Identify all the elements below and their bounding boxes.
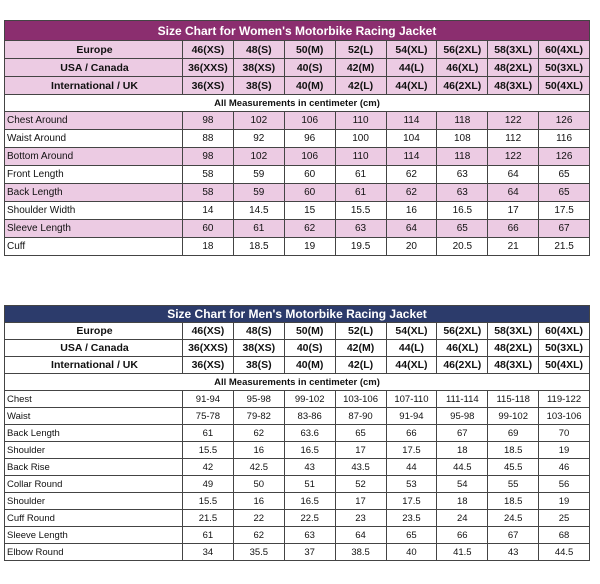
measurement-cell: 21.5 bbox=[183, 510, 234, 527]
measurement-cell: 19 bbox=[284, 238, 335, 256]
size-row bbox=[5, 77, 590, 95]
measurement-row bbox=[5, 184, 590, 202]
size-cell: 46(XL) bbox=[437, 340, 488, 357]
measurement-cell: 63 bbox=[284, 527, 335, 544]
measurement-cell: 91-94 bbox=[386, 408, 437, 425]
measurement-cell: 87-90 bbox=[335, 408, 386, 425]
measurement-cell: 60 bbox=[284, 166, 335, 184]
measurement-cell: 15.5 bbox=[335, 202, 386, 220]
measurement-cell: 17.5 bbox=[386, 442, 437, 459]
measurement-cell: 88 bbox=[183, 130, 234, 148]
measurement-label: Chest bbox=[5, 391, 183, 408]
measurement-cell: 17.5 bbox=[386, 493, 437, 510]
size-cell: 48(3XL) bbox=[488, 357, 539, 374]
size-cell: 44(L) bbox=[386, 340, 437, 357]
measurement-cell: 61 bbox=[335, 184, 386, 202]
measurement-cell: 65 bbox=[335, 425, 386, 442]
units-note-row bbox=[5, 95, 590, 112]
size-cell: 40(S) bbox=[284, 59, 335, 77]
size-cell: 52(L) bbox=[335, 323, 386, 340]
measurement-row bbox=[5, 148, 590, 166]
measurement-cell: 43.5 bbox=[335, 459, 386, 476]
size-system-label: International / UK bbox=[5, 357, 183, 374]
measurement-label: Chest Around bbox=[5, 112, 183, 130]
measurement-cell: 16.5 bbox=[284, 493, 335, 510]
measurement-label: Waist bbox=[5, 408, 183, 425]
size-cell: 60(4XL) bbox=[539, 323, 590, 340]
measurement-cell: 21.5 bbox=[539, 238, 590, 256]
size-cell: 48(2XL) bbox=[488, 340, 539, 357]
measurement-label: Cuff Round bbox=[5, 510, 183, 527]
measurement-cell: 122 bbox=[488, 148, 539, 166]
measurement-cell: 102 bbox=[233, 112, 284, 130]
measurement-cell: 70 bbox=[539, 425, 590, 442]
measurement-cell: 15 bbox=[284, 202, 335, 220]
measurement-cell: 37 bbox=[284, 544, 335, 561]
measurement-cell: 15.5 bbox=[183, 493, 234, 510]
measurement-cell: 99-102 bbox=[284, 391, 335, 408]
size-cell: 48(2XL) bbox=[488, 59, 539, 77]
size-cell: 58(3XL) bbox=[488, 323, 539, 340]
size-cell: 50(M) bbox=[284, 323, 335, 340]
measurement-row bbox=[5, 476, 590, 493]
size-cell: 42(L) bbox=[335, 357, 386, 374]
measurement-cell: 24 bbox=[437, 510, 488, 527]
measurement-cell: 102 bbox=[233, 148, 284, 166]
units-note: All Measurements in centimeter (cm) bbox=[5, 95, 590, 112]
measurement-cell: 42.5 bbox=[233, 459, 284, 476]
measurement-cell: 67 bbox=[539, 220, 590, 238]
measurement-cell: 92 bbox=[233, 130, 284, 148]
size-cell: 46(2XL) bbox=[437, 357, 488, 374]
measurement-cell: 50 bbox=[233, 476, 284, 493]
measurement-cell: 99-102 bbox=[488, 408, 539, 425]
measurement-cell: 46 bbox=[539, 459, 590, 476]
measurement-cell: 51 bbox=[284, 476, 335, 493]
measurement-cell: 63 bbox=[437, 184, 488, 202]
measurement-cell: 60 bbox=[284, 184, 335, 202]
measurement-cell: 66 bbox=[488, 220, 539, 238]
measurement-cell: 100 bbox=[335, 130, 386, 148]
size-cell: 48(S) bbox=[233, 41, 284, 59]
measurement-cell: 59 bbox=[233, 166, 284, 184]
measurement-cell: 115-118 bbox=[488, 391, 539, 408]
measurement-cell: 43 bbox=[284, 459, 335, 476]
measurement-cell: 69 bbox=[488, 425, 539, 442]
measurement-cell: 43 bbox=[488, 544, 539, 561]
measurement-cell: 62 bbox=[284, 220, 335, 238]
size-row bbox=[5, 323, 590, 340]
size-cell: 52(L) bbox=[335, 41, 386, 59]
measurement-cell: 16 bbox=[386, 202, 437, 220]
measurement-cell: 14.5 bbox=[233, 202, 284, 220]
measurement-cell: 119-122 bbox=[539, 391, 590, 408]
size-cell: 54(XL) bbox=[386, 323, 437, 340]
size-cell: 58(3XL) bbox=[488, 41, 539, 59]
measurement-row bbox=[5, 166, 590, 184]
measurement-cell: 19.5 bbox=[335, 238, 386, 256]
measurement-cell: 20.5 bbox=[437, 238, 488, 256]
measurement-cell: 59 bbox=[233, 184, 284, 202]
measurement-cell: 23 bbox=[335, 510, 386, 527]
size-system-label: Europe bbox=[5, 323, 183, 340]
size-cell: 42(M) bbox=[335, 59, 386, 77]
measurement-label: Sleeve Length bbox=[5, 220, 183, 238]
measurement-cell: 24.5 bbox=[488, 510, 539, 527]
measurement-cell: 95-98 bbox=[437, 408, 488, 425]
measurement-cell: 19 bbox=[539, 493, 590, 510]
units-note-row bbox=[5, 374, 590, 391]
measurement-label: Waist Around bbox=[5, 130, 183, 148]
men-size-chart bbox=[4, 305, 590, 561]
measurement-label: Sleeve Length bbox=[5, 527, 183, 544]
measurement-cell: 65 bbox=[437, 220, 488, 238]
measurement-cell: 95-98 bbox=[233, 391, 284, 408]
measurement-row bbox=[5, 527, 590, 544]
units-note: All Measurements in centimeter (cm) bbox=[5, 374, 590, 391]
measurement-label: Shoulder bbox=[5, 493, 183, 510]
size-cell: 46(2XL) bbox=[437, 77, 488, 95]
measurement-cell: 35.5 bbox=[233, 544, 284, 561]
measurement-cell: 19 bbox=[539, 442, 590, 459]
measurement-cell: 17 bbox=[335, 493, 386, 510]
measurement-label: Shoulder bbox=[5, 442, 183, 459]
measurement-cell: 103-106 bbox=[539, 408, 590, 425]
size-cell: 48(3XL) bbox=[488, 77, 539, 95]
measurement-cell: 16.5 bbox=[284, 442, 335, 459]
size-cell: 56(2XL) bbox=[437, 41, 488, 59]
measurement-cell: 62 bbox=[233, 527, 284, 544]
measurement-cell: 15.5 bbox=[183, 442, 234, 459]
measurement-cell: 114 bbox=[386, 112, 437, 130]
measurement-cell: 23.5 bbox=[386, 510, 437, 527]
measurement-cell: 61 bbox=[183, 425, 234, 442]
measurement-cell: 53 bbox=[386, 476, 437, 493]
measurement-cell: 64 bbox=[488, 184, 539, 202]
size-system-label: International / UK bbox=[5, 77, 183, 95]
size-cell: 46(XS) bbox=[183, 323, 234, 340]
measurement-cell: 114 bbox=[386, 148, 437, 166]
measurement-cell: 64 bbox=[386, 220, 437, 238]
measurement-cell: 18.5 bbox=[488, 442, 539, 459]
measurement-cell: 110 bbox=[335, 112, 386, 130]
measurement-cell: 104 bbox=[386, 130, 437, 148]
measurement-cell: 18.5 bbox=[233, 238, 284, 256]
measurement-cell: 16 bbox=[233, 442, 284, 459]
size-cell: 40(S) bbox=[284, 340, 335, 357]
women-chart-body bbox=[5, 21, 590, 256]
size-cell: 50(3XL) bbox=[539, 59, 590, 77]
measurement-cell: 60 bbox=[183, 220, 234, 238]
measurement-label: Back Rise bbox=[5, 459, 183, 476]
measurement-cell: 44 bbox=[386, 459, 437, 476]
women-chart-title-row bbox=[5, 21, 590, 41]
measurement-cell: 108 bbox=[437, 130, 488, 148]
size-cell: 38(XS) bbox=[233, 340, 284, 357]
measurement-cell: 111-114 bbox=[437, 391, 488, 408]
measurement-cell: 44.5 bbox=[437, 459, 488, 476]
measurement-cell: 17 bbox=[488, 202, 539, 220]
size-cell: 36(XXS) bbox=[183, 59, 234, 77]
measurement-cell: 40 bbox=[386, 544, 437, 561]
measurement-cell: 18 bbox=[437, 493, 488, 510]
measurement-cell: 65 bbox=[539, 184, 590, 202]
measurement-label: Cuff bbox=[5, 238, 183, 256]
measurement-cell: 67 bbox=[488, 527, 539, 544]
measurement-cell: 20 bbox=[386, 238, 437, 256]
size-cell: 36(XXS) bbox=[183, 340, 234, 357]
measurement-cell: 61 bbox=[335, 166, 386, 184]
measurement-cell: 18 bbox=[183, 238, 234, 256]
measurement-cell: 55 bbox=[488, 476, 539, 493]
measurement-cell: 18.5 bbox=[488, 493, 539, 510]
measurement-cell: 75-78 bbox=[183, 408, 234, 425]
measurement-cell: 118 bbox=[437, 148, 488, 166]
measurement-cell: 98 bbox=[183, 112, 234, 130]
measurement-row bbox=[5, 202, 590, 220]
measurement-cell: 118 bbox=[437, 112, 488, 130]
size-cell: 50(4XL) bbox=[539, 77, 590, 95]
size-cell: 42(M) bbox=[335, 340, 386, 357]
measurement-cell: 65 bbox=[539, 166, 590, 184]
size-cell: 36(XS) bbox=[183, 357, 234, 374]
measurement-row bbox=[5, 425, 590, 442]
measurement-cell: 62 bbox=[386, 184, 437, 202]
measurement-cell: 18 bbox=[437, 442, 488, 459]
measurement-cell: 79-82 bbox=[233, 408, 284, 425]
measurement-cell: 14 bbox=[183, 202, 234, 220]
measurement-label: Elbow Round bbox=[5, 544, 183, 561]
size-system-label: USA / Canada bbox=[5, 340, 183, 357]
measurement-cell: 22.5 bbox=[284, 510, 335, 527]
measurement-cell: 16.5 bbox=[437, 202, 488, 220]
measurement-row bbox=[5, 544, 590, 561]
size-cell: 54(XL) bbox=[386, 41, 437, 59]
size-system-label: Europe bbox=[5, 41, 183, 59]
measurement-cell: 65 bbox=[386, 527, 437, 544]
measurement-cell: 68 bbox=[539, 527, 590, 544]
men-chart-title-row bbox=[5, 306, 590, 323]
size-cell: 40(M) bbox=[284, 77, 335, 95]
measurement-cell: 44.5 bbox=[539, 544, 590, 561]
size-cell: 46(XS) bbox=[183, 41, 234, 59]
size-cell: 50(M) bbox=[284, 41, 335, 59]
size-row bbox=[5, 357, 590, 374]
size-cell: 44(XL) bbox=[386, 77, 437, 95]
measurement-cell: 112 bbox=[488, 130, 539, 148]
size-cell: 38(XS) bbox=[233, 59, 284, 77]
measurement-cell: 41.5 bbox=[437, 544, 488, 561]
measurement-cell: 83-86 bbox=[284, 408, 335, 425]
size-cell: 50(3XL) bbox=[539, 340, 590, 357]
measurement-cell: 66 bbox=[437, 527, 488, 544]
size-cell: 44(L) bbox=[386, 59, 437, 77]
size-cell: 50(4XL) bbox=[539, 357, 590, 374]
size-row bbox=[5, 59, 590, 77]
measurement-cell: 45.5 bbox=[488, 459, 539, 476]
measurement-cell: 52 bbox=[335, 476, 386, 493]
measurement-cell: 54 bbox=[437, 476, 488, 493]
measurement-row bbox=[5, 220, 590, 238]
measurement-cell: 58 bbox=[183, 166, 234, 184]
measurement-cell: 16 bbox=[233, 493, 284, 510]
measurement-row bbox=[5, 408, 590, 425]
measurement-cell: 22 bbox=[233, 510, 284, 527]
measurement-cell: 110 bbox=[335, 148, 386, 166]
size-row bbox=[5, 41, 590, 59]
size-cell: 46(XL) bbox=[437, 59, 488, 77]
measurement-cell: 17 bbox=[335, 442, 386, 459]
measurement-row bbox=[5, 130, 590, 148]
measurement-label: Back Length bbox=[5, 425, 183, 442]
men-chart-title: Size Chart for Men's Motorbike Racing Jacket bbox=[5, 306, 590, 323]
measurement-cell: 17.5 bbox=[539, 202, 590, 220]
measurement-cell: 91-94 bbox=[183, 391, 234, 408]
measurement-cell: 63.6 bbox=[284, 425, 335, 442]
measurement-cell: 106 bbox=[284, 112, 335, 130]
measurement-label: Collar Round bbox=[5, 476, 183, 493]
size-cell: 56(2XL) bbox=[437, 323, 488, 340]
measurement-row bbox=[5, 493, 590, 510]
measurement-cell: 42 bbox=[183, 459, 234, 476]
measurement-label: Back Length bbox=[5, 184, 183, 202]
measurement-row bbox=[5, 391, 590, 408]
measurement-cell: 103-106 bbox=[335, 391, 386, 408]
measurement-label: Bottom Around bbox=[5, 148, 183, 166]
size-cell: 36(XS) bbox=[183, 77, 234, 95]
measurement-cell: 67 bbox=[437, 425, 488, 442]
measurement-cell: 64 bbox=[335, 527, 386, 544]
measurement-cell: 21 bbox=[488, 238, 539, 256]
measurement-cell: 122 bbox=[488, 112, 539, 130]
measurement-cell: 61 bbox=[183, 527, 234, 544]
measurement-label: Front Length bbox=[5, 166, 183, 184]
size-cell: 60(4XL) bbox=[539, 41, 590, 59]
measurement-cell: 58 bbox=[183, 184, 234, 202]
measurement-cell: 56 bbox=[539, 476, 590, 493]
size-cell: 44(XL) bbox=[386, 357, 437, 374]
measurement-cell: 38.5 bbox=[335, 544, 386, 561]
measurement-cell: 126 bbox=[539, 112, 590, 130]
measurement-row bbox=[5, 510, 590, 527]
size-cell: 48(S) bbox=[233, 323, 284, 340]
size-cell: 38(S) bbox=[233, 77, 284, 95]
size-system-label: USA / Canada bbox=[5, 59, 183, 77]
measurement-cell: 63 bbox=[437, 166, 488, 184]
measurement-cell: 96 bbox=[284, 130, 335, 148]
men-chart-body bbox=[5, 306, 590, 561]
size-cell: 40(M) bbox=[284, 357, 335, 374]
size-row bbox=[5, 340, 590, 357]
measurement-cell: 126 bbox=[539, 148, 590, 166]
women-size-chart bbox=[4, 20, 590, 256]
measurement-cell: 34 bbox=[183, 544, 234, 561]
measurement-cell: 64 bbox=[488, 166, 539, 184]
measurement-cell: 25 bbox=[539, 510, 590, 527]
measurement-row bbox=[5, 238, 590, 256]
measurement-cell: 63 bbox=[335, 220, 386, 238]
measurement-label: Shoulder Width bbox=[5, 202, 183, 220]
women-chart-title: Size Chart for Women's Motorbike Racing Jacket bbox=[5, 21, 590, 41]
measurement-cell: 116 bbox=[539, 130, 590, 148]
measurement-cell: 61 bbox=[233, 220, 284, 238]
measurement-row bbox=[5, 459, 590, 476]
measurement-row bbox=[5, 442, 590, 459]
measurement-row bbox=[5, 112, 590, 130]
measurement-cell: 107-110 bbox=[386, 391, 437, 408]
measurement-cell: 49 bbox=[183, 476, 234, 493]
size-cell: 38(S) bbox=[233, 357, 284, 374]
measurement-cell: 62 bbox=[386, 166, 437, 184]
size-cell: 42(L) bbox=[335, 77, 386, 95]
measurement-cell: 62 bbox=[233, 425, 284, 442]
measurement-cell: 106 bbox=[284, 148, 335, 166]
measurement-cell: 98 bbox=[183, 148, 234, 166]
measurement-cell: 66 bbox=[386, 425, 437, 442]
